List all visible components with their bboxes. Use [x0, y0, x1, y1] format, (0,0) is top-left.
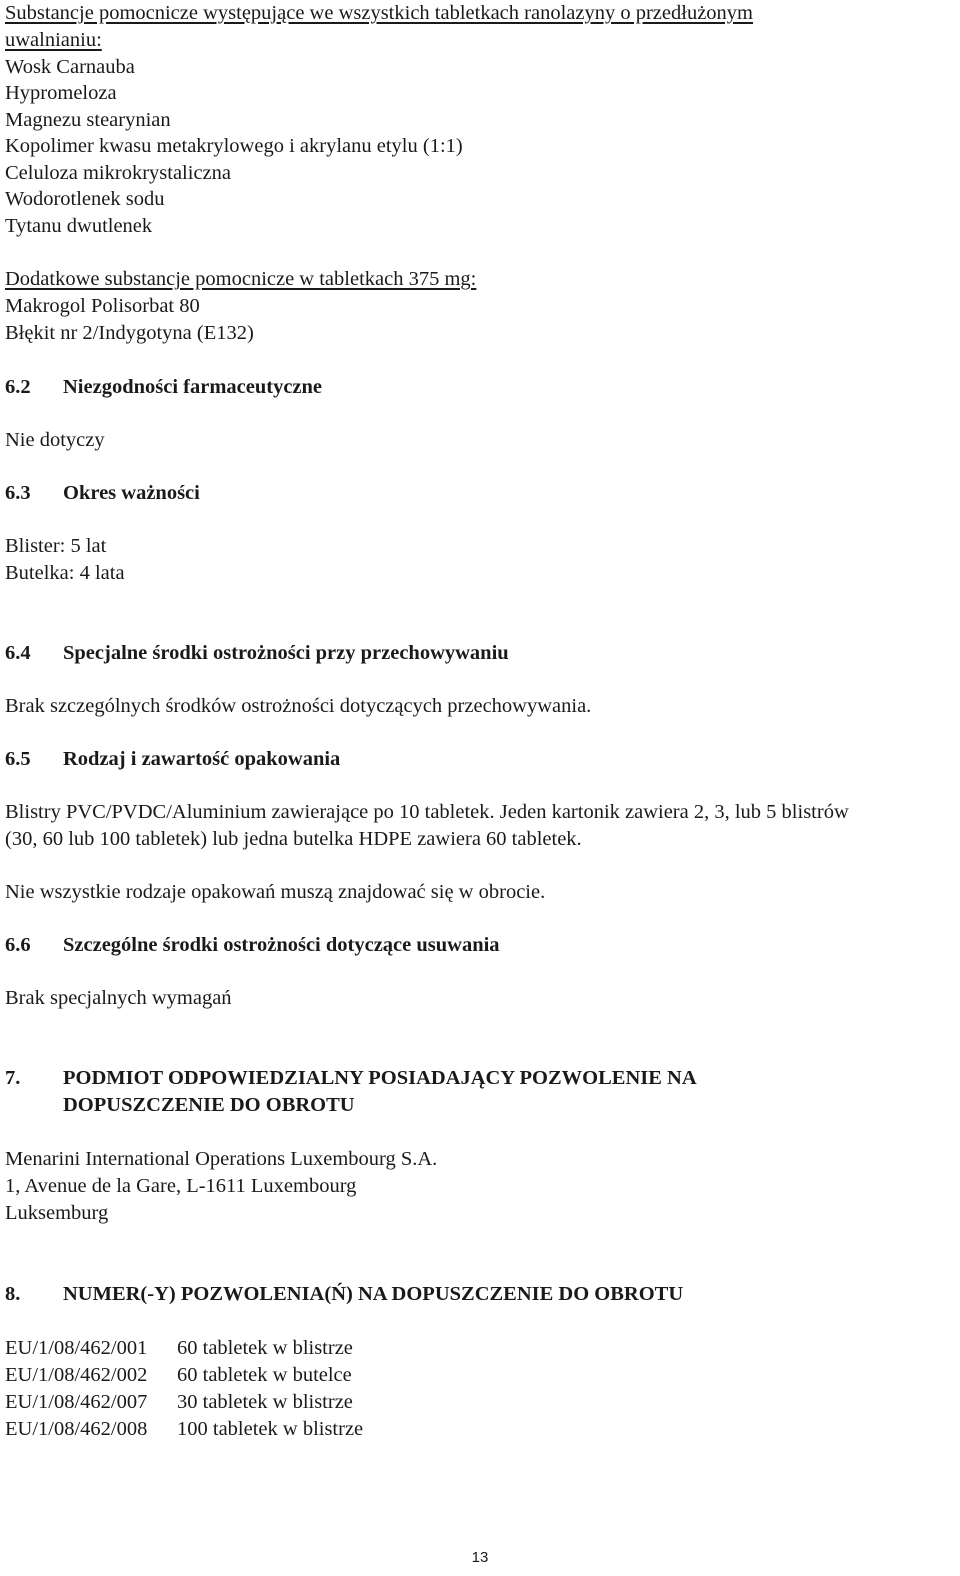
section-6-3-heading [5, 480, 200, 507]
authorisation-code: EU/1/08/462/007 [5, 1391, 148, 1413]
excipient-item: Tytanu dwutlenek [5, 215, 153, 237]
section-6-2-heading [5, 374, 322, 401]
excipients-heading-line2: uwalnianiu: [5, 29, 102, 51]
shelf-life-blister: Blister: 5 lat [5, 535, 107, 557]
excipient-item: Wosk Carnauba [5, 56, 135, 78]
authorisation-entry [5, 1362, 352, 1389]
section-8-heading [5, 1281, 683, 1308]
section-title: PODMIOT ODPOWIEDZIALNY POSIADAJĄCY POZWOLENIE NA [63, 1067, 697, 1089]
mah-name: Menarini International Operations Luxembourg S.A. [5, 1148, 438, 1170]
section-number: 6.5 [5, 748, 31, 770]
section-title: NUMER(-Y) POZWOLENIA(Ń) NA DOPUSZCZENIE DO OBROTU [63, 1283, 684, 1305]
excipients-heading-line1: Substancje pomocnicze występujące we wszystkich tabletkach ranolazyny o przedłużonym [5, 2, 753, 24]
section-number: 8. [5, 1283, 21, 1305]
section-7-heading-line2 [5, 1092, 355, 1119]
excipient-item: Celuloza mikrokrystaliczna [5, 162, 231, 184]
section-number: 7. [5, 1067, 21, 1089]
authorisation-entry [5, 1389, 353, 1416]
page-number: 13 [471, 1549, 489, 1566]
authorisation-code: EU/1/08/462/002 [5, 1364, 148, 1386]
section-title: Niezgodności farmaceutyczne [63, 376, 323, 398]
packaging-note: Nie wszystkie rodzaje opakowań muszą znajdować się w obrocie. [5, 881, 546, 903]
section-6-5-heading [5, 746, 340, 773]
shelf-life-bottle: Butelka: 4 lata [5, 562, 125, 584]
authorisation-code: EU/1/08/462/001 [5, 1337, 148, 1359]
authorisation-desc: 30 tabletek w blistrze [177, 1391, 353, 1413]
section-number: 6.3 [5, 482, 31, 504]
excipient-375-item: Makrogol Polisorbat 80 [5, 295, 200, 317]
excipient-item: Magnezu stearynian [5, 109, 171, 131]
excipient-375-item: Błękit nr 2/Indygotyna (E132) [5, 322, 254, 344]
authorisation-entry [5, 1335, 353, 1362]
section-title: Specjalne środki ostrożności przy przechowywaniu [63, 642, 509, 664]
section-title: Rodzaj i zawartość opakowania [63, 748, 341, 770]
section-number: 6.2 [5, 376, 31, 398]
authorisation-desc: 60 tabletek w butelce [177, 1364, 352, 1386]
excipients-375-heading: Dodatkowe substancje pomocnicze w tabletkach 375 mg: [5, 268, 477, 290]
section-title: Okres ważności [63, 482, 200, 504]
section-title-continued: DOPUSZCZENIE DO OBROTU [63, 1094, 355, 1116]
authorisation-entry [5, 1416, 363, 1443]
excipient-item: Wodorotlenek sodu [5, 188, 165, 210]
section-6-4-heading [5, 640, 509, 667]
section-title: Szczególne środki ostrożności dotyczące usuwania [63, 934, 500, 956]
section-number: 6.4 [5, 642, 31, 664]
section-6-6-heading [5, 932, 500, 959]
mah-address: 1, Avenue de la Gare, L-1611 Luxembourg [5, 1175, 357, 1197]
authorisation-desc: 100 tabletek w blistrze [177, 1418, 364, 1440]
section-number: 6.6 [5, 934, 31, 956]
section-6-2-text: Nie dotyczy [5, 429, 105, 451]
packaging-text-line2: (30, 60 lub 100 tabletek) lub jedna butelka HDPE zawiera 60 tabletek. [5, 828, 582, 850]
excipient-item: Hypromeloza [5, 82, 117, 104]
mah-country: Luksemburg [5, 1202, 109, 1224]
authorisation-code: EU/1/08/462/008 [5, 1418, 148, 1440]
packaging-text-line1: Blistry PVC/PVDC/Aluminium zawierające po 10 tabletek. Jeden kartonik zawiera 2, 3, lub 5 blistrów [5, 801, 849, 823]
excipient-item: Kopolimer kwasu metakrylowego i akrylanu etylu (1:1) [5, 135, 463, 157]
section-6-4-text: Brak szczególnych środków ostrożności dotyczących przechowywania. [5, 695, 592, 717]
authorisation-desc: 60 tabletek w blistrze [177, 1337, 353, 1359]
section-6-6-text: Brak specjalnych wymagań [5, 987, 232, 1009]
section-7-heading-line1 [5, 1065, 697, 1092]
